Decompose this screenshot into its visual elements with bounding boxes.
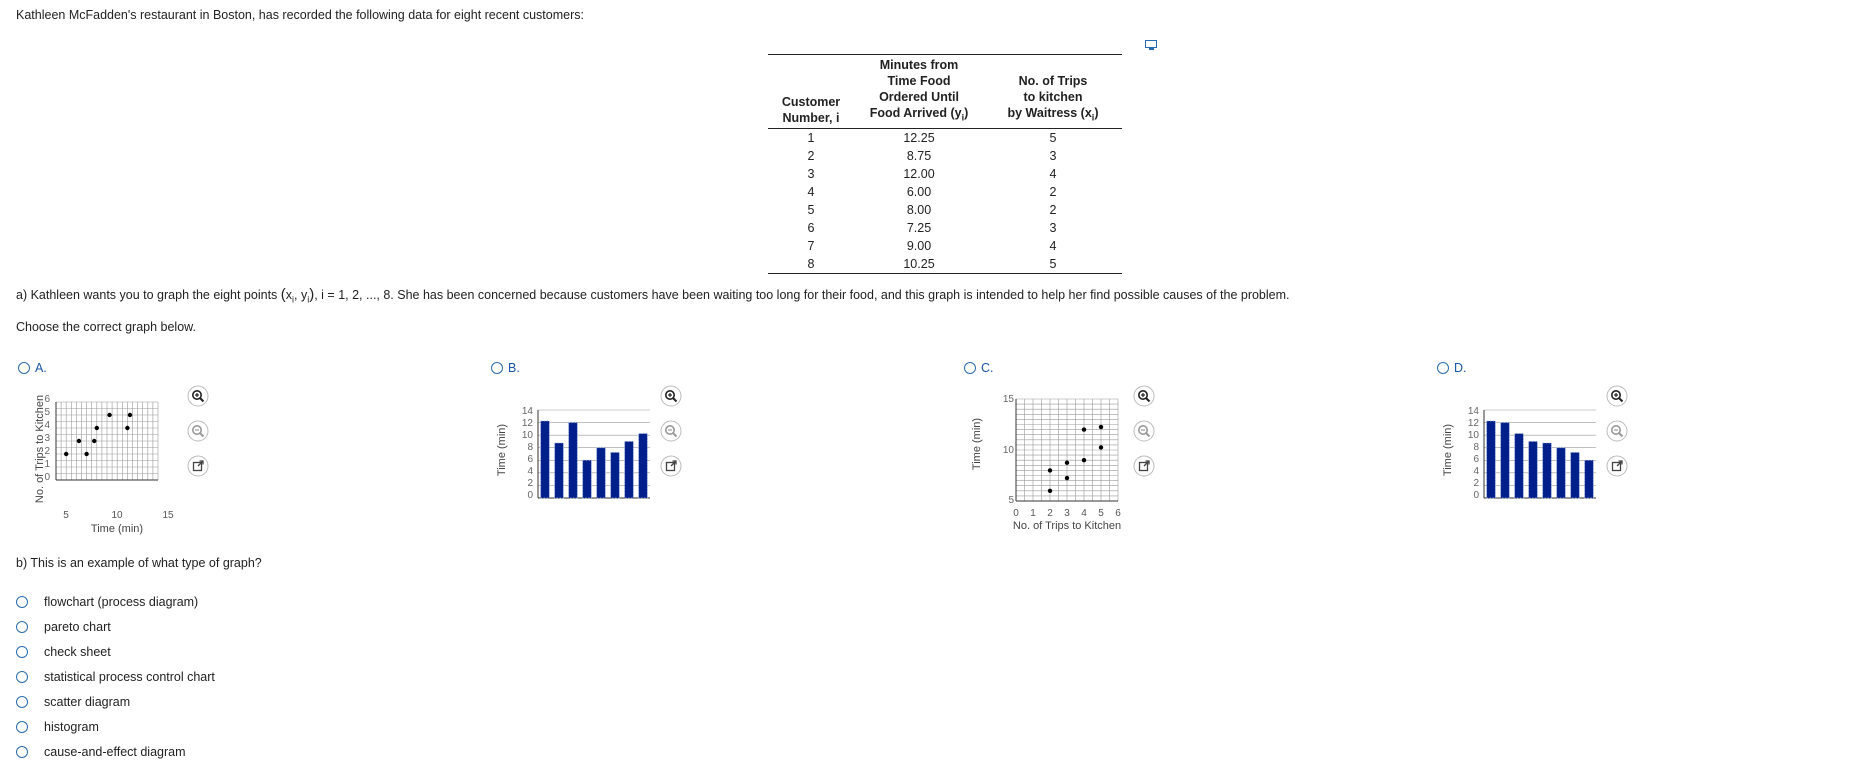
graph-c-ytick: 5 bbox=[1008, 495, 1014, 506]
part-b-option[interactable] bbox=[16, 614, 215, 639]
zoom-in-icon[interactable] bbox=[187, 385, 209, 407]
graph-c-ytick: 15 bbox=[1002, 394, 1014, 405]
graph-d-ytick: 10 bbox=[1467, 430, 1479, 441]
part-b-option[interactable] bbox=[16, 639, 215, 664]
option-d-radio[interactable] bbox=[1437, 362, 1449, 374]
graph-c-xtick: 5 bbox=[1098, 508, 1104, 519]
option-label: pareto chart bbox=[44, 619, 111, 634]
popout-icon[interactable] bbox=[1606, 455, 1628, 477]
graph-c-point bbox=[1099, 425, 1103, 429]
option-radio[interactable] bbox=[16, 746, 28, 758]
option-label: histogram bbox=[44, 719, 99, 734]
popout-icon[interactable] bbox=[187, 455, 209, 477]
graph-c-point bbox=[1065, 461, 1069, 465]
part-b-option[interactable] bbox=[16, 689, 215, 714]
option-c[interactable] bbox=[964, 361, 994, 375]
graph-b-bar bbox=[555, 443, 564, 498]
graph-b-ylabel: Time (min) bbox=[496, 423, 508, 477]
graph-c-xtick: 0 bbox=[1013, 508, 1019, 519]
table-row: 8 10.25 5 bbox=[768, 255, 1122, 274]
graph-b-bar bbox=[611, 452, 620, 498]
table-row: 3 12.00 4 bbox=[807, 166, 1057, 181]
graph-b-bar bbox=[583, 460, 592, 498]
graph-a-xtick: 5 bbox=[63, 510, 69, 521]
graph-d-ytick: 0 bbox=[1473, 490, 1479, 501]
part-b-option[interactable] bbox=[16, 714, 215, 739]
graph-a-point bbox=[92, 439, 96, 443]
graph-c-point bbox=[1082, 458, 1086, 462]
option-radio[interactable] bbox=[16, 671, 28, 683]
option-radio[interactable] bbox=[16, 696, 28, 708]
graph-a-point bbox=[84, 452, 88, 456]
part-a-question: a) Kathleen wants you to graph the eight points ($x_i$, $y_i$), i = 1, 2, ..., 8. She has been concerned because customers have been waiting too long for their food, and this graph is intended to help her find possible causes of the problem. bbox=[16, 286, 1290, 305]
graph-d-bar bbox=[1557, 448, 1566, 498]
graph-d-ytick: 8 bbox=[1473, 442, 1479, 453]
header-customer: Customer Number, i bbox=[768, 55, 854, 129]
graph-a-xlabel: Time (min) bbox=[90, 523, 144, 535]
zoom-in-icon[interactable] bbox=[1606, 385, 1628, 407]
graph-b-bar bbox=[569, 423, 578, 498]
graph-c-point bbox=[1048, 468, 1052, 472]
graph-d-bar bbox=[1529, 441, 1538, 498]
graph-b-bar bbox=[541, 421, 550, 498]
option-radio[interactable] bbox=[16, 596, 28, 608]
part-b-option[interactable] bbox=[16, 589, 215, 614]
zoom-out-icon[interactable] bbox=[1606, 420, 1628, 442]
graph-b-bar bbox=[597, 448, 606, 498]
graph-c-point bbox=[1099, 445, 1103, 449]
option-a-radio[interactable] bbox=[18, 362, 30, 374]
graph-a bbox=[30, 392, 190, 542]
graph-a-point bbox=[107, 413, 111, 417]
popout-icon[interactable] bbox=[1133, 455, 1155, 477]
option-radio[interactable] bbox=[16, 721, 28, 733]
graph-a-xtick: 15 bbox=[162, 510, 174, 521]
option-d[interactable] bbox=[1437, 361, 1467, 375]
graph-d-bar bbox=[1543, 443, 1552, 498]
popout-icon[interactable] bbox=[660, 455, 682, 477]
graph-c bbox=[967, 394, 1147, 539]
graph-a-point bbox=[64, 452, 68, 456]
graph-d-ytick: 2 bbox=[1473, 478, 1479, 489]
zoom-in-icon[interactable] bbox=[660, 385, 682, 407]
table-row: 1 12.25 5 bbox=[807, 130, 1057, 145]
graph-d-ytick: 6 bbox=[1473, 454, 1479, 465]
option-c-radio[interactable] bbox=[964, 362, 976, 374]
intro-text: Kathleen McFadden's restaurant in Boston, has recorded the following data for eight recent customers: bbox=[16, 8, 584, 22]
graph-c-xlabel: No. of Trips to Kitchen bbox=[1012, 520, 1122, 532]
option-c-label: C. bbox=[981, 361, 994, 375]
graph-c-ytick: 10 bbox=[1002, 445, 1014, 456]
graph-a-grid bbox=[56, 402, 158, 480]
graph-b-ytick: 0 bbox=[527, 490, 533, 501]
graph-b-ytick: 10 bbox=[521, 430, 533, 441]
graph-b-bars bbox=[541, 421, 648, 498]
part-b-option[interactable] bbox=[16, 739, 215, 764]
graph-b-ytick: 14 bbox=[521, 406, 533, 417]
copy-icon[interactable] bbox=[1145, 40, 1158, 51]
graph-a-ytick: 4 bbox=[44, 420, 50, 431]
zoom-in-icon[interactable] bbox=[1133, 385, 1155, 407]
graph-d-ytick: 12 bbox=[1467, 418, 1479, 429]
graph-a-ytick: 5 bbox=[44, 407, 50, 418]
graph-b-bar bbox=[625, 441, 634, 498]
graph-d-bars bbox=[1487, 421, 1594, 498]
table-row: 2 8.75 3 bbox=[807, 148, 1057, 163]
option-radio[interactable] bbox=[16, 621, 28, 633]
graph-d-bar bbox=[1501, 423, 1510, 498]
zoom-out-icon[interactable] bbox=[1133, 420, 1155, 442]
graph-c-ylabel: Time (min) bbox=[971, 417, 983, 471]
graph-a-ytick: 3 bbox=[44, 433, 50, 444]
graph-a-ytick: 6 bbox=[44, 394, 50, 405]
option-label: check sheet bbox=[44, 644, 111, 659]
table-row: 7 9.00 4 bbox=[807, 238, 1057, 253]
customer-data-table bbox=[768, 54, 1122, 274]
graph-b-ytick: 8 bbox=[527, 442, 533, 453]
option-b-radio[interactable] bbox=[491, 362, 503, 374]
option-b-label: B. bbox=[508, 361, 520, 375]
graph-a-ytick: 0 bbox=[44, 472, 50, 483]
graph-a-xtick: 10 bbox=[111, 510, 123, 521]
option-d-label: D. bbox=[1454, 361, 1467, 375]
zoom-out-icon[interactable] bbox=[187, 420, 209, 442]
option-label: cause-and-effect diagram bbox=[44, 744, 186, 759]
table-row: 4 6.00 2 bbox=[807, 184, 1057, 199]
graph-c-xtick: 4 bbox=[1081, 508, 1087, 519]
zoom-out-icon[interactable] bbox=[660, 420, 682, 442]
table-row: 6 7.25 3 bbox=[807, 220, 1057, 235]
option-a[interactable] bbox=[18, 361, 47, 375]
graph-c-xtick: 6 bbox=[1115, 508, 1121, 519]
graph-d-ytick: 4 bbox=[1473, 466, 1479, 477]
graph-d-bar bbox=[1571, 452, 1580, 498]
graph-a-point bbox=[77, 439, 81, 443]
graph-a-point bbox=[125, 426, 129, 430]
option-a-label: A. bbox=[35, 361, 47, 375]
option-radio[interactable] bbox=[16, 646, 28, 658]
header-minutes: Minutes from Time Food Ordered Until Food Arrived $(y_i)$ bbox=[854, 55, 984, 129]
graph-c-point bbox=[1048, 489, 1052, 493]
graph-a-point bbox=[128, 413, 132, 417]
graph-b-ytick: 2 bbox=[527, 478, 533, 489]
header-trips: No. of Trips to kitchen by Waitress $(x_i)$ bbox=[984, 55, 1122, 129]
graph-a-ytick: 2 bbox=[44, 446, 50, 457]
graph-a-point bbox=[95, 426, 99, 430]
table-row: 5 8.00 2 bbox=[807, 202, 1057, 217]
graph-c-point bbox=[1065, 476, 1069, 480]
graph-a-ytick: 1 bbox=[44, 459, 50, 470]
graph-b-ytick: 12 bbox=[521, 418, 533, 429]
option-label: scatter diagram bbox=[44, 694, 131, 709]
graph-d bbox=[1440, 400, 1610, 530]
graph-c-point bbox=[1082, 427, 1086, 431]
graph-a-ylabel: No. of Trips to Kitchen bbox=[34, 394, 46, 504]
graph-c-grid bbox=[1016, 399, 1118, 501]
choose-instruction: Choose the correct graph below. bbox=[16, 320, 196, 334]
option-b[interactable] bbox=[491, 361, 520, 375]
graph-b-ytick: 6 bbox=[527, 454, 533, 465]
graph-d-ylabel: Time (min) bbox=[1442, 423, 1454, 477]
part-b-options bbox=[16, 589, 215, 764]
graph-b-bar bbox=[639, 434, 648, 498]
option-label: statistical process control chart bbox=[44, 669, 215, 684]
graph-d-bar bbox=[1487, 421, 1496, 498]
graph-b bbox=[494, 400, 664, 530]
graph-d-ytick: 14 bbox=[1467, 406, 1479, 417]
graph-d-bar bbox=[1515, 434, 1524, 498]
graph-c-xtick: 3 bbox=[1064, 508, 1070, 519]
option-label: flowchart (process diagram) bbox=[44, 594, 199, 609]
part-b-option[interactable] bbox=[16, 664, 215, 689]
graph-c-xtick: 2 bbox=[1047, 508, 1053, 519]
part-b-question: b) This is an example of what type of graph? bbox=[16, 556, 262, 570]
graph-d-bar bbox=[1585, 460, 1594, 498]
graph-c-xtick: 1 bbox=[1030, 508, 1036, 519]
graph-b-ytick: 4 bbox=[527, 466, 533, 477]
